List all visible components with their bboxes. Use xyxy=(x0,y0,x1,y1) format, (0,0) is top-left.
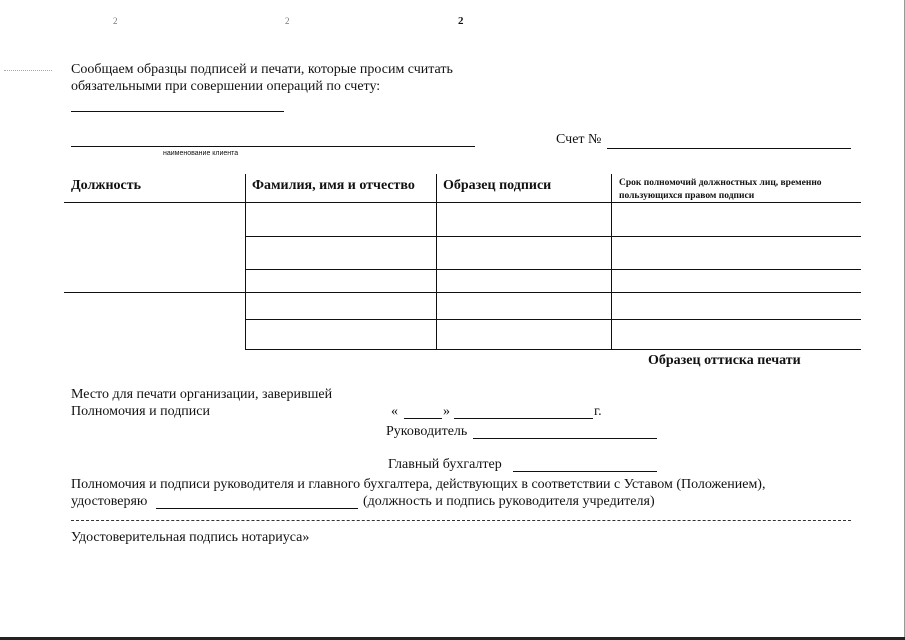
intro-line-2: обязательными при совершении операций по счету: xyxy=(71,79,381,94)
table-column-divider xyxy=(436,174,437,350)
table-header-rule xyxy=(64,202,861,203)
header-fullname: Фамилия, имя и отчество xyxy=(252,178,415,193)
seal-sample-caption: Образец оттиска печати xyxy=(648,353,801,368)
table-row-rule xyxy=(245,319,861,320)
date-year-suffix: г. xyxy=(594,404,602,419)
seal-place-line-1: Место для печати организации, заверившей xyxy=(71,387,333,402)
certify-note: (должность и подпись руководителя учредителя) xyxy=(363,494,655,509)
date-day-line xyxy=(404,418,442,419)
account-number-line xyxy=(607,148,851,149)
certify-signature-line xyxy=(156,508,358,509)
client-name-line xyxy=(71,146,475,147)
header-term-line-2: пользующихся правом подписи xyxy=(619,191,755,201)
client-name-caption: наименование клиента xyxy=(163,150,239,157)
account-label: Счет № xyxy=(556,132,602,147)
table-row-rule xyxy=(64,292,861,293)
certify-label: удостоверяю xyxy=(71,494,148,509)
table-bottom-rule xyxy=(245,349,861,350)
table-row-rule xyxy=(245,269,861,270)
page-mark: 2 xyxy=(285,16,290,26)
header-position: Должность xyxy=(71,178,142,193)
intro-line-1: Сообщаем образцы подписей и печати, которые просим считать xyxy=(71,62,453,77)
page-number: 2 xyxy=(458,15,464,27)
margin-mark xyxy=(4,70,52,71)
header-signature: Образец подписи xyxy=(443,178,552,193)
date-month-line xyxy=(454,418,593,419)
short-underline xyxy=(71,111,284,112)
notary-label: Удостоверительная подпись нотариуса» xyxy=(71,530,310,545)
table-row-rule xyxy=(245,236,861,237)
seal-place-line-2: Полномочия и подписи xyxy=(71,404,211,419)
table-column-divider xyxy=(245,174,246,350)
table-column-divider xyxy=(611,174,612,350)
date-close-quote: » xyxy=(443,404,450,419)
dashed-separator xyxy=(71,520,851,521)
header-term-line-1: Срок полномочий должностных лиц, временно xyxy=(619,178,822,188)
accountant-signature-line xyxy=(513,471,657,472)
page-mark: 2 xyxy=(113,16,118,26)
accountant-label: Главный бухгалтер xyxy=(388,457,502,472)
head-label: Руководитель xyxy=(386,424,468,439)
powers-statement: Полномочия и подписи руководителя и главного бухгалтера, действующих в соответствии с Уставом (Положением), xyxy=(71,477,766,492)
date-open-quote: « xyxy=(391,404,398,419)
head-signature-line xyxy=(473,438,657,439)
